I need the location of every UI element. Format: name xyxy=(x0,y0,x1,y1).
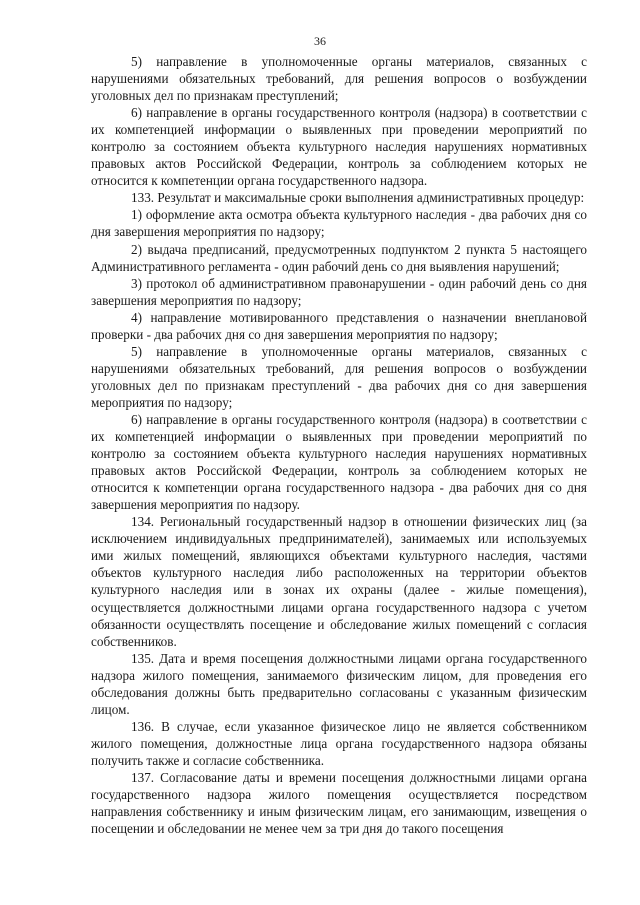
paragraph: 6) направление в органы государственного контроля (надзора) в соответствии с их компетенцией информации о выявленных при проведении мероприятий по контролю за состоянием объекта культурного наследия нарушениях нормативных правовых актов Российской Федерации, контроль за соблюдением которых не относится к компетенции органа государственного надзора - два рабочих дня со дня завершения мероприятия по надзору. xyxy=(91,411,587,513)
paragraph: 4) направление мотивированного представления о назначении внеплановой проверки - два рабочих дня со дня завершения мероприятия по надзору; xyxy=(91,309,587,342)
paragraph: 137. Согласование даты и времени посещения должностными лицами органа государственного надзора жилого помещения осуществляется посредством направления собственнику и иным физическим лицам, его занимающим, извещения о посещении и обследовании не менее чем за три дня до такого посещения xyxy=(91,769,587,837)
body-text xyxy=(91,53,587,837)
page-number: 36 xyxy=(314,34,326,48)
paragraph: 135. Дата и время посещения должностными лицами органа государственного надзора жилого помещения, занимаемого физическим лицом, для проведения его обследования должны быть предварительно согласованы с указанным физическим лицом. xyxy=(91,650,587,717)
paragraph: 5) направление в уполномоченные органы материалов, связанных с нарушениями обязательных требований, для решения вопросов о возбуждении уголовных дел по признакам преступлений; xyxy=(91,54,587,104)
paragraph: 5) направление в уполномоченные органы материалов, связанных с нарушениями обязательных требований, для решения вопросов о возбуждении уголовных дел по признакам преступлений - два рабочих дня со дня завершения мероприятия по надзору; xyxy=(91,343,587,410)
paragraph: 134. Региональный государственный надзор в отношении физических лиц (за исключением индивидуальных предпринимателей), занимаемых или используемых ими жилых помещений, являющихся объектами культурного наследия, частями объектов культурного наследия либо расположенных на территории объектов культурного наследия или в зонах их охраны (далее - жилые помещения), осуществляется должностными лицами органа государственного надзора с учетом обязанности осуществлять посещение и обследование жилых помещений с согласия собственников. xyxy=(91,514,587,649)
paragraph: 6) направление в органы государственного контроля (надзора) в соответствии с их компетенцией информации о выявленных при проведении мероприятий по контролю за состоянием объекта культурного наследия нарушениях нормативных правовых актов Российской Федерации, контроль за соблюдением которых не относится к компетенции органа государственного надзора. xyxy=(91,105,587,189)
paragraph: 133. Результат и максимальные сроки выполнения административных процедур: xyxy=(131,190,585,206)
paragraph: 2) выдача предписаний, предусмотренных подпунктом 2 пункта 5 настоящего Административного регламента - один рабочий день со дня выявления нарушений; xyxy=(91,241,587,274)
paragraph: 3) протокол об административном правонарушении - один рабочий день со дня завершения мероприятия по надзору; xyxy=(91,275,587,308)
paragraph: 1) оформление акта осмотра объекта культурного наследия - два рабочих дня со дня завершения мероприятия по надзору; xyxy=(91,207,587,240)
paragraph: 136. В случае, если указанное физическое лицо не является собственником жилого помещения, должностные лица органа государственного надзора обязаны получить также и согласие собственника. xyxy=(91,718,587,768)
